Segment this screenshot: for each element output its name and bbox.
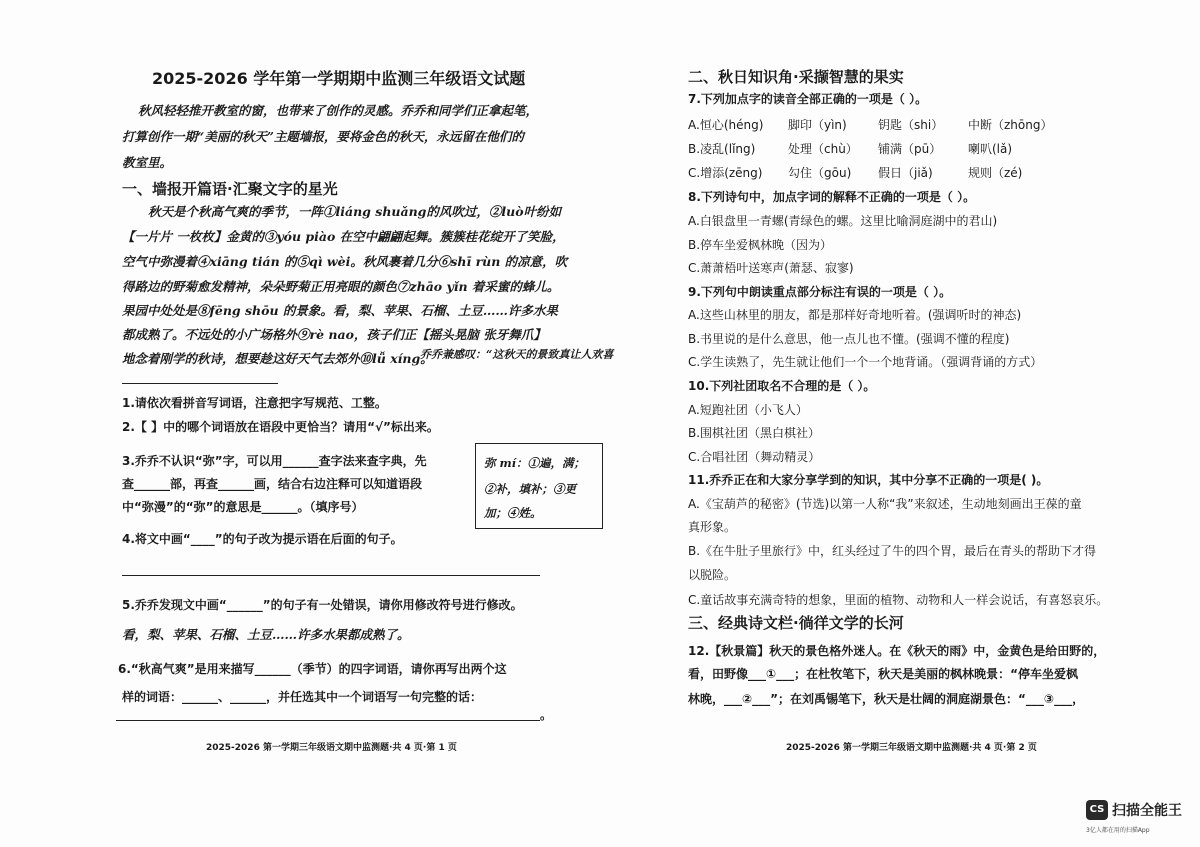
note-line-2: ②补，填补；③更 <box>484 482 576 496</box>
section-1-heading: 一、墙报开篇语·汇聚文字的星光 <box>122 180 338 198</box>
passage-line-3: 空气中弥漫着④xiāng tián 的⑤qì wèi。秋风裹着几分⑥shī rùn 的凉意，吹 <box>122 254 568 269</box>
question-5-sentence: 看，梨、苹果、石榴、土豆……许多水果都成熟了。 <box>122 627 410 642</box>
question-5: 5.乔乔发现文中画“______”的句子有一处错误，请你用修改符号进行修改。 <box>122 598 523 612</box>
q7-a-1: A.恒心(héng) <box>688 118 764 132</box>
passage-line-7: 地念着刚学的秋诗，想要趁这好天气去郊外⑩lǚ xíng。 <box>122 351 433 366</box>
q8-option-b: B.停车坐爱枫林晚（因为） <box>688 238 833 252</box>
question-3-line-2: 查______部，再查______画，结合右边注释可以知道语段 <box>122 477 423 491</box>
q8-option-a: A.白银盘里一青螺(青绿色的螺。这里比喻洞庭湖中的君山) <box>688 214 998 228</box>
footer-page-1: 2025-2026 第一学期三年级语文期中监测题·共 4 页·第 1 页 <box>206 743 457 753</box>
intro-line-1: 秋风轻轻推开教室的窗，也带来了创作的灵感。乔乔和同学们正拿起笔， <box>138 103 539 118</box>
question-6-end: 。 <box>540 708 553 722</box>
q7-b-3: 铺满（pū） <box>878 142 942 156</box>
passage-line-6: 都成熟了。不远处的小广场格外⑨rè nao，孩子们正【摇头晃脑 张牙舞爪】 <box>122 327 546 342</box>
note-line-1: 弥 mí：①遍，满； <box>484 456 586 470</box>
intro-line-2: 打算创作一期“美丽的秋天”主题墙报，要将金色的秋天，永远留在他们的 <box>122 129 524 144</box>
answer-line-6 <box>116 720 540 721</box>
answer-line-4 <box>122 575 540 576</box>
note-line-3: 加；④姓。 <box>484 506 542 520</box>
q11-option-b-line-2: 以脱险。 <box>688 568 737 582</box>
passage-line-2: 【一片片 一枚枚】金黄的③yóu piào 在空中翩翩起舞。簇簇桂花绽开了笑脸， <box>122 229 565 244</box>
q7-c-4: 规则（zé) <box>968 166 1023 180</box>
scanner-tagline: 3亿人都在用的扫描App <box>1086 827 1150 834</box>
q7-b-4: 喇叭(lǎ) <box>968 142 1013 156</box>
q7-c-2: 勾住（gōu) <box>788 166 852 180</box>
section-3-heading: 三、经典诗文栏·徜徉文学的长河 <box>688 614 904 632</box>
question-12-line-2: 看，田野像___①___；在杜牧笔下，秋天是美丽的枫林晚景：“停车坐爱枫 <box>688 667 1079 681</box>
q7-b-1: B.凌乱(lǐng) <box>688 142 756 156</box>
q7-b-2: 处理（chù） <box>788 142 858 156</box>
scanner-logo-icon: CS <box>1086 800 1108 820</box>
q7-a-2: 脚印（yìn) <box>788 118 847 132</box>
question-3-line-3: 中“弥漫”的“弥”的意思是______。（填序号） <box>122 500 364 514</box>
q7-a-4: 中断（zhōng） <box>968 118 1053 132</box>
exam-title: 2025-2026 学年第一学期期中监测三年级语文试题 <box>152 69 526 88</box>
question-6-line-1: 6.“秋高气爽”是用来描写______（季节）的四字词语，请你再写出两个这 <box>118 662 507 676</box>
question-2: 2.【 】中的哪个词语放在语段中更恰当？请用“√”标出来。 <box>122 420 439 434</box>
passage-tail: 乔乔兼感叹：“这秋天的景致真让人欢喜 <box>420 348 614 361</box>
passage-line-4: 得路边的野菊愈发精神，朵朵野菊正用亮眼的颜色⑦zhāo yǐn 着采蜜的蜂儿。 <box>122 279 560 294</box>
section-2-heading: 二、秋日知识角·采撷智慧的果实 <box>688 68 904 86</box>
question-10: 10.下列社团取名不合理的是（ ）。 <box>688 379 876 393</box>
q11-option-a-line-2: 真形象。 <box>688 520 737 534</box>
q10-option-b: B.围棋社团（黑白棋社） <box>688 426 821 440</box>
question-12-line-1: 12.【秋景篇】秋天的景色格外迷人。在《秋天的雨》中，金黄色是给田野的， <box>688 644 1106 658</box>
dictionary-note-box <box>475 443 603 529</box>
intro-line-3: 教室里。 <box>122 155 173 170</box>
question-4: 4.将文中画“____”的句子改为提示语在后面的句子。 <box>122 532 403 546</box>
scanner-brand: 扫描全能王 <box>1112 803 1182 819</box>
question-1: 1.请依次看拼音写词语，注意把字写规范、工整。 <box>122 396 387 410</box>
q11-option-b-line-1: B.《在牛肚子里旅行》中，红头经过了牛的四个胃，最后在青头的帮助下才得 <box>688 544 1097 558</box>
q9-option-b: B.书里说的是什么意思，他一点儿也不懂。(强调不懂的程度) <box>688 332 1010 346</box>
footer-page-2: 2025-2026 第一学期三年级语文期中监测题·共 4 页·第 2 页 <box>786 743 1037 753</box>
question-7: 7.下列加点字的读音全部正确的一项是（ ）。 <box>688 92 928 106</box>
q9-option-c: C.学生读熟了，先生就让他们一个一个地背诵。（强调背诵的方式） <box>688 355 1043 369</box>
q8-option-c: C.萧萧梧叶送寒声(萧瑟、寂寥) <box>688 261 854 275</box>
passage-underline <box>122 383 278 384</box>
q10-option-a: A.短跑社团（小飞人） <box>688 403 808 417</box>
question-9: 9.下列句中朗读重点部分标注有误的一项是（ ）。 <box>688 285 952 299</box>
q7-c-1: C.增添(zēng) <box>688 166 763 180</box>
passage-line-5: 果园中处处是⑧fēng shōu 的景象。看，梨、苹果、石榴、土豆……许多水果 <box>122 303 558 318</box>
q11-option-c: C.童话故事充满奇特的想象，里面的植物、动物和人一样会说话，有喜怒哀乐。 <box>688 593 1109 607</box>
q7-c-3: 假日（jiǎ) <box>878 166 933 180</box>
q11-option-a-line-1: A.《宝葫芦的秘密》(节选)以第一人称“我”来叙述，生动地刻画出王葆的童 <box>688 497 1082 511</box>
question-11: 11.乔乔正在和大家分享学到的知识，其中分享不正确的一项是( )。 <box>688 473 1049 487</box>
q9-option-a: A.这些山林里的朋友，都是那样好奇地听着。(强调听时的神态) <box>688 308 1022 322</box>
question-6-line-2: 样的词语：______、______，并任选其中一个词语写一句完整的话： <box>122 690 483 704</box>
question-3-line-1: 3.乔乔不认识“弥”字，可以用______查字法来查字典，先 <box>122 454 427 468</box>
page-2 <box>600 0 1200 847</box>
passage-line-1: 秋天是个秋高气爽的季节，一阵①liáng shuǎng的风吹过，②luò叶纷如 <box>148 204 562 219</box>
q7-a-3: 钥匙（shi） <box>878 118 944 132</box>
question-12-line-3: 林晚，___②___”；在刘禹锡笔下，秋天是壮阔的洞庭湖景色：“___③___， <box>688 692 1085 706</box>
question-8: 8.下列诗句中，加点字词的解释不正确的一项是（ ）。 <box>688 190 976 204</box>
q10-option-c: C.合唱社团（舞动精灵） <box>688 450 821 464</box>
